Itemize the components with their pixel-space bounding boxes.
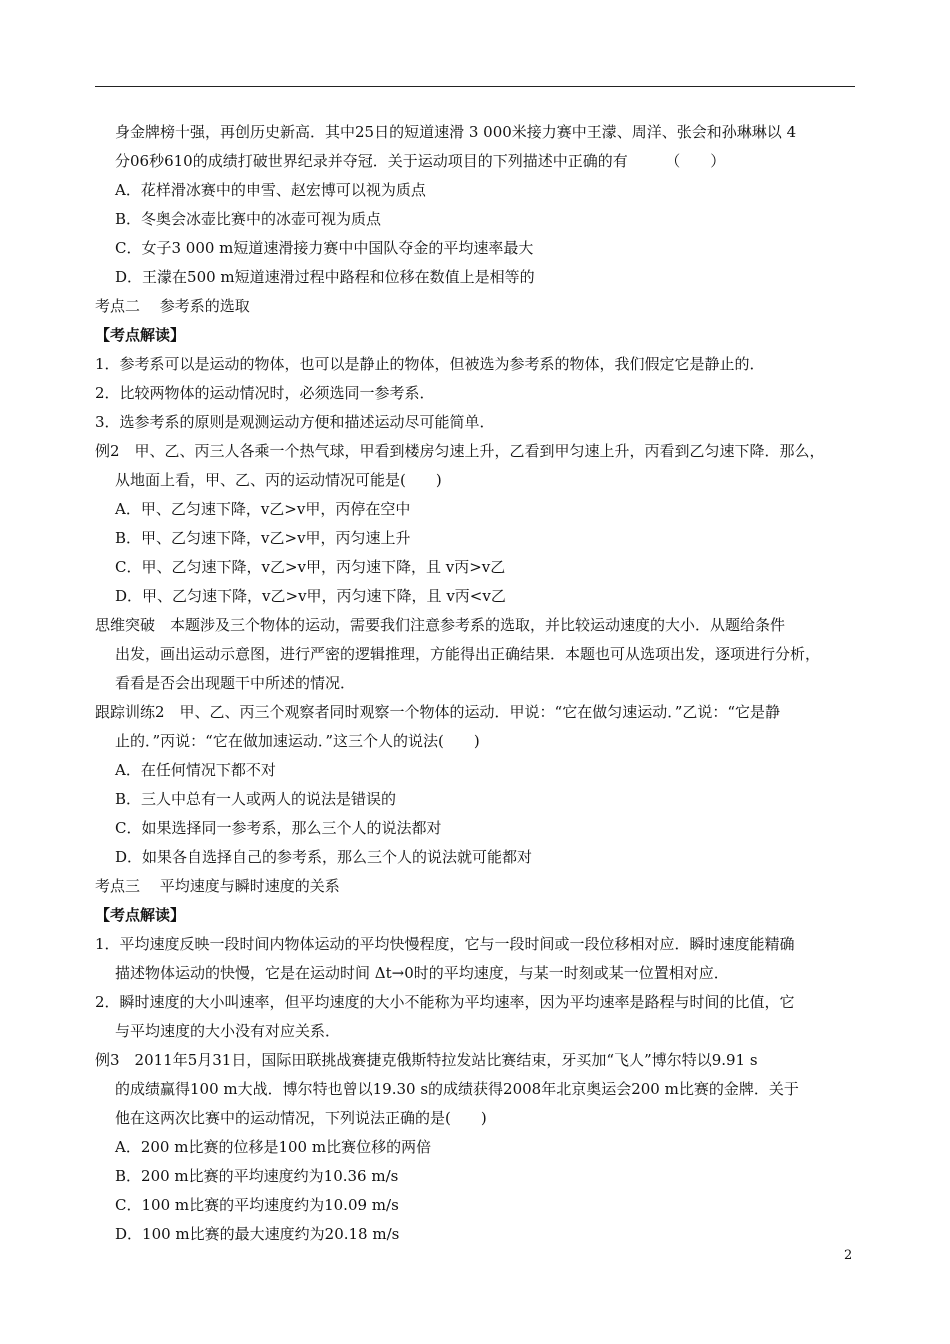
section-heading: 考点三 平均速度与瞬时速度的关系 xyxy=(95,877,340,895)
text-line: 1．参考系可以是运动的物体，也可以是静止的物体，但被选为参考系的物体，我们假定它是静止的． xyxy=(95,355,765,373)
option-d: D．100 m比赛的最大速度约为20.18 m/s xyxy=(115,1225,400,1243)
page-number: 2 xyxy=(844,1248,853,1263)
option-a: A．花样滑冰赛中的申雪、赵宏博可以视为质点 xyxy=(115,181,426,199)
option-c: C．甲、乙匀速下降，v乙>v甲，丙匀速下降，且 v丙>v乙 xyxy=(115,558,506,576)
text-line: 1．平均速度反映一段时间内物体运动的平均快慢程度，它与一段时间或一段位移相对应．瞬时速度能精确 xyxy=(95,935,795,953)
section-label: 【考点解读】 xyxy=(95,326,186,344)
option-b: B．甲、乙匀速下降，v乙>v甲，丙匀速上升 xyxy=(115,529,411,547)
text-line: 2．瞬时速度的大小叫速率，但平均速度的大小不能称为平均速率，因为平均速率是路程与时间的比值，它 xyxy=(95,993,795,1011)
option-c: C．女子3 000 m短道速滑接力赛中中国队夺金的平均速率最大 xyxy=(115,239,534,257)
option-a: A．在任何情况下都不对 xyxy=(115,761,276,779)
text-line: 与平均速度的大小没有对应关系． xyxy=(115,1022,341,1040)
option-c: C．100 m比赛的平均速度约为10.09 m/s xyxy=(115,1196,399,1214)
text-line: 出发，画出运动示意图，进行严密的逻辑推理，方能得出正确结果．本题也可从选项出发，逐项进行分析， xyxy=(115,645,821,663)
exercise-question: 跟踪训练2 甲、乙、丙三个观察者同时观察一个物体的运动．甲说：“它在做匀速运动．”乙说：“它是静 xyxy=(95,703,781,721)
text-line: 描述物体运动的快慢，它是在运动时间 Δt→0时的平均速度，与某一时刻或某一位置相对应． xyxy=(115,964,729,982)
text-line: 他在这两次比赛中的运动情况，下列说法正确的是( ) xyxy=(115,1109,487,1127)
text-line: 3．选参考系的原则是观测运动方便和描述运动尽可能简单． xyxy=(95,413,495,431)
example-question: 例3 2011年5月31日，国际田联挑战赛捷克俄斯特拉发站比赛结束，牙买加“飞人”博尔特以9.91 s xyxy=(95,1051,758,1069)
text-line: 的成绩赢得100 m大战．博尔特也曾以19.30 s的成绩获得2008年北京奥运会200 m比赛的金牌．关于 xyxy=(115,1080,799,1098)
section-heading: 考点二 参考系的选取 xyxy=(95,297,250,315)
option-b: B．冬奥会冰壶比赛中的冰壶可视为质点 xyxy=(115,210,382,228)
text-line: 2．比较两物体的运动情况时，必须选同一参考系． xyxy=(95,384,435,402)
text-line: 分06秒610的成绩打破世界纪录并夺冠．关于运动项目的下列描述中正确的有 （ ） xyxy=(115,152,726,170)
option-c: C．如果选择同一参考系，那么三个人的说法都对 xyxy=(115,819,442,837)
option-d: D．王濛在500 m短道速滑过程中路程和位移在数值上是相等的 xyxy=(115,268,535,286)
text-line: 看看是否会出现题干中所述的情况． xyxy=(115,674,356,692)
option-a: A．甲、乙匀速下降，v乙>v甲，丙停在空中 xyxy=(115,500,411,518)
text-line: 思维突破 本题涉及三个物体的运动，需要我们注意参考系的选取，并比较运动速度的大小．从题给条件 xyxy=(95,616,786,634)
option-d: D．甲、乙匀速下降，v乙>v甲，丙匀速下降，且 v丙<v乙 xyxy=(115,587,506,605)
header-rule xyxy=(95,86,855,87)
text-line: 从地面上看，甲、乙、丙的运动情况可能是( ) xyxy=(115,471,442,489)
example-question: 例2 甲、乙、丙三人各乘一个热气球，甲看到楼房匀速上升，乙看到甲匀速上升，丙看到乙匀速下降．那么， xyxy=(95,442,825,460)
option-d: D．如果各自选择自己的参考系，那么三个人的说法就可能都对 xyxy=(115,848,533,866)
section-label: 【考点解读】 xyxy=(95,906,186,924)
option-a: A．200 m比赛的位移是100 m比赛位移的两倍 xyxy=(115,1138,432,1156)
text-line: 身金牌榜十强，再创历史新高．其中25日的短道速滑 3 000米接力赛中王濛、周洋、张会和孙琳琳以 4 xyxy=(115,123,797,141)
text-line: 止的．”丙说：“它在做加速运动．”这三个人的说法( ) xyxy=(115,732,480,750)
option-b: B．三人中总有一人或两人的说法是错误的 xyxy=(115,790,397,808)
option-b: B．200 m比赛的平均速度约为10.36 m/s xyxy=(115,1167,399,1185)
page-content xyxy=(95,118,865,1249)
